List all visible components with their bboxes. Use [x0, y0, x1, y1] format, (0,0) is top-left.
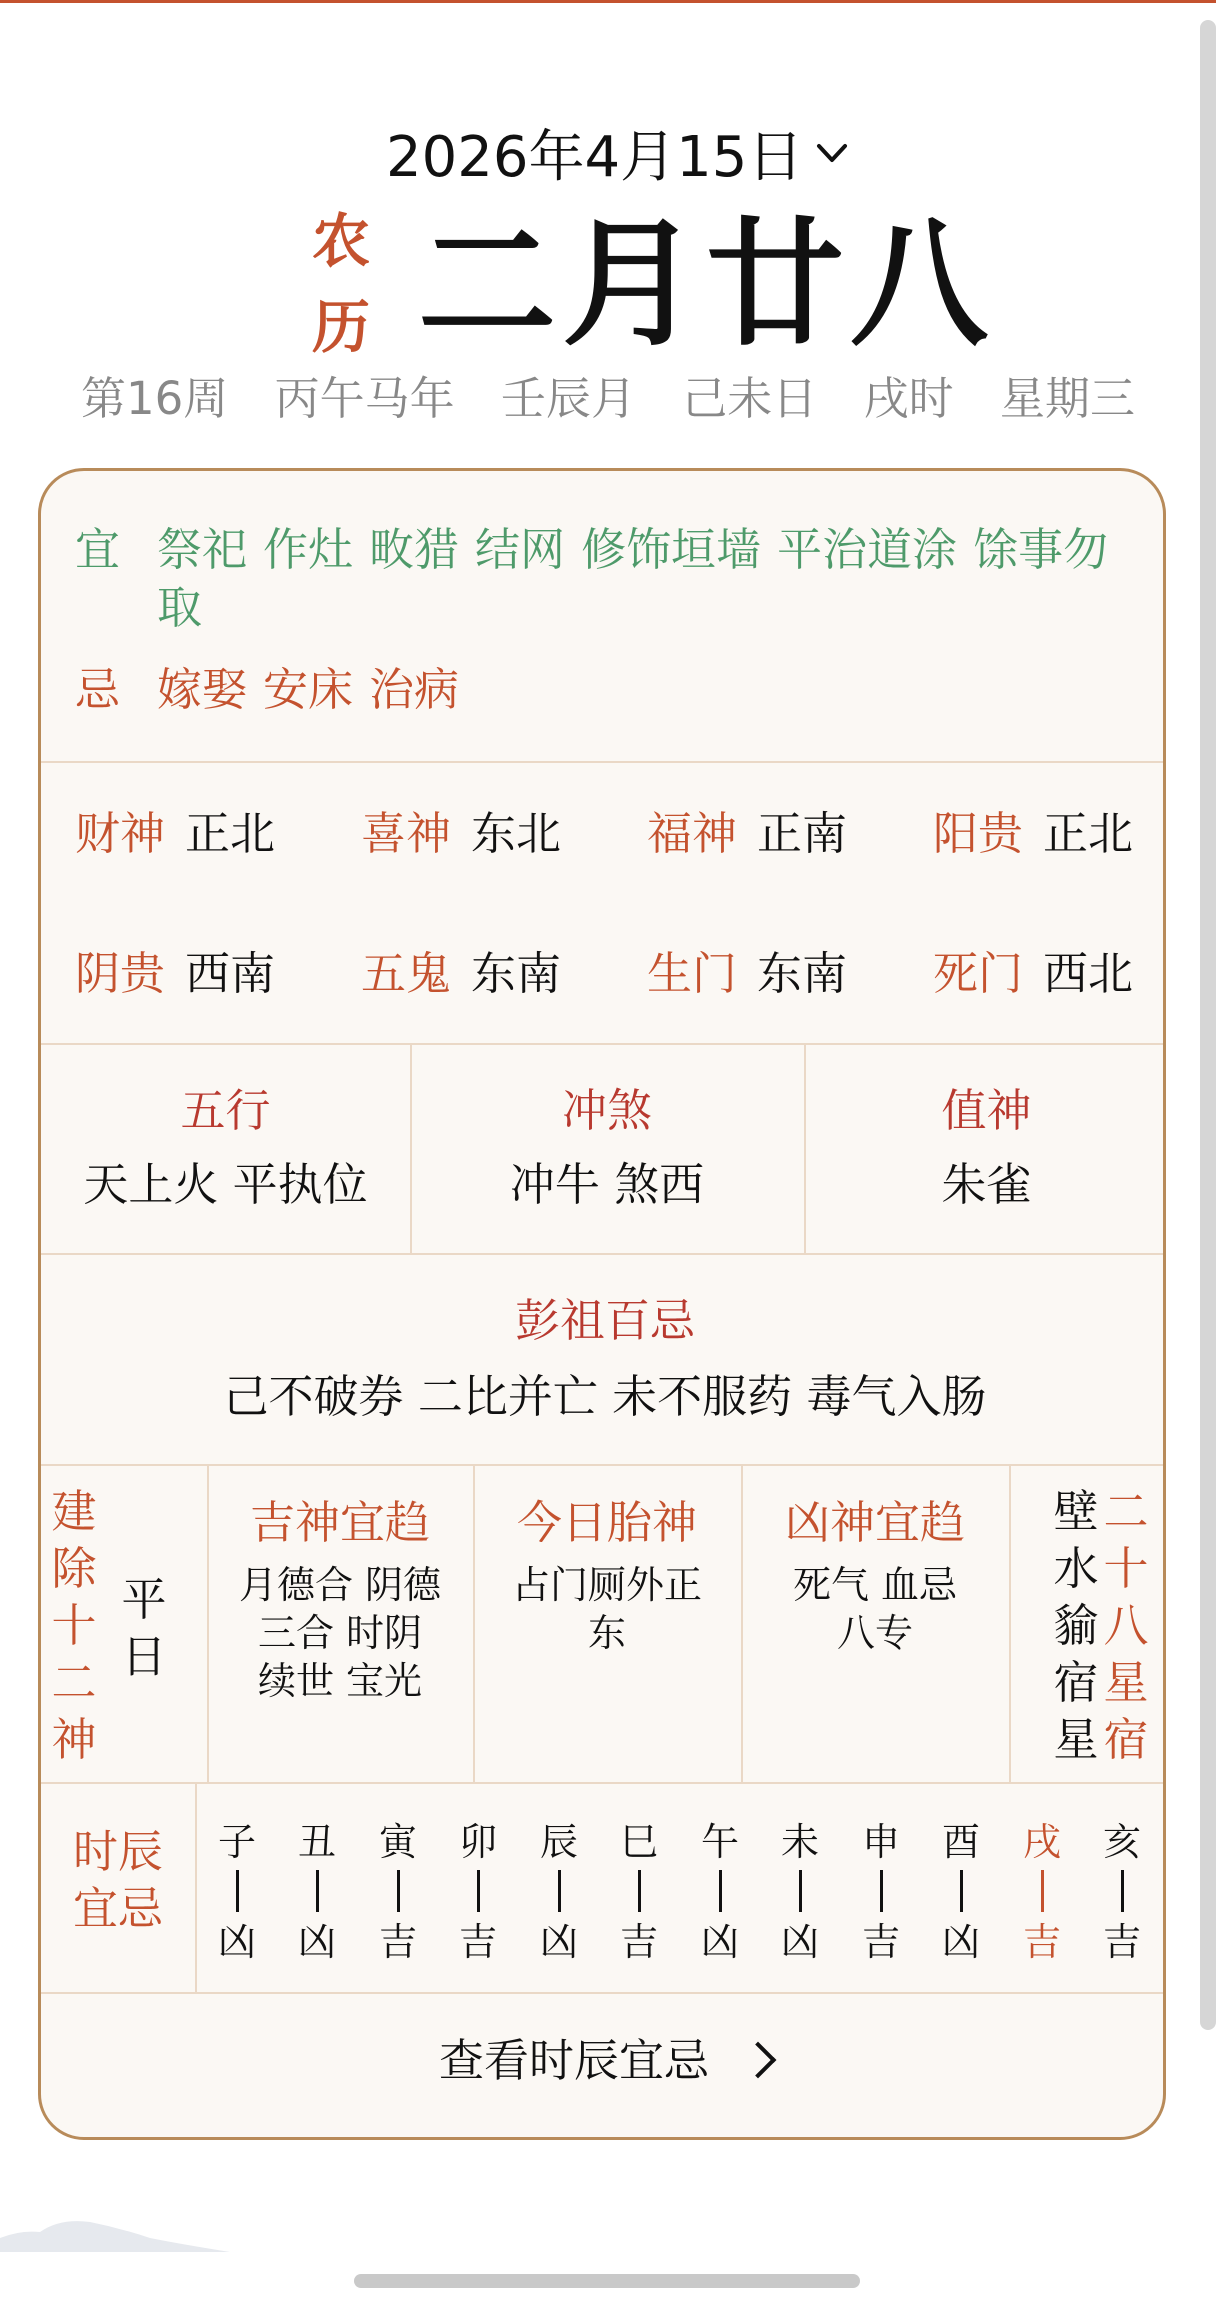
hour-item[interactable]: 午 凶	[700, 1820, 739, 1964]
jishen-value: 月德合 阴德 三合 时阴 续世 宝光	[238, 1563, 442, 1703]
god-item: 财神 正北	[75, 807, 276, 860]
chongsha-title: 冲煞	[561, 1084, 652, 1137]
yi-item: 修饰垣墙	[581, 523, 762, 576]
shichen-label: 时辰 宜忌	[72, 1825, 163, 1935]
top-accent-line	[0, 0, 1216, 3]
date-picker[interactable]	[386, 118, 851, 188]
yi-item: 馀事勿取	[157, 523, 1109, 634]
xiongshen-title: 凶神宜趋	[784, 1496, 965, 1549]
yi-item: 平治道涂	[777, 523, 958, 576]
god-item: 死门 西北	[933, 947, 1134, 1000]
ji-label: 忌	[75, 663, 121, 716]
ganzhi-day: 己未日	[682, 372, 818, 425]
hour-item[interactable]: 子 凶	[217, 1820, 256, 1964]
divider	[41, 761, 1163, 763]
god-item: 阴贵 西南	[75, 947, 276, 1000]
xingxiu-value: 壁 水 貐 宿 星	[1053, 1485, 1099, 1766]
hour-item[interactable]: 未 凶	[780, 1820, 819, 1964]
scrollbar[interactable]	[1200, 20, 1216, 2030]
divider	[41, 1253, 1163, 1255]
week-number: 第16周	[81, 372, 229, 425]
hour-item[interactable]: 寅 吉	[378, 1820, 417, 1964]
divider	[804, 1043, 806, 1253]
yi-label: 宜	[75, 523, 121, 576]
jishen-title: 吉神宜趋	[249, 1496, 430, 1549]
zhishen-title: 值神	[941, 1084, 1032, 1137]
ganzhi-hour: 戌时	[863, 372, 954, 425]
weekday: 星期三	[999, 372, 1135, 425]
taishen-value: 占门厕外正 东	[511, 1563, 702, 1655]
yi-item: 祭祀	[157, 523, 248, 576]
god-item: 五鬼 东南	[361, 947, 562, 1000]
pengzu-value: 己不破券 二比并亡 未不服药 毒气入肠	[223, 1370, 987, 1423]
hour-item[interactable]: 申 吉	[861, 1820, 900, 1964]
hour-item-current[interactable]: 戌 吉	[1022, 1820, 1061, 1964]
divider	[41, 1464, 1163, 1466]
wuxing-title: 五行	[180, 1084, 271, 1137]
ji-item: 嫁娶	[157, 663, 248, 716]
divider	[195, 1782, 197, 1992]
date-text: 2026年4月15日	[386, 125, 804, 190]
ganzhi-month: 壬辰月	[500, 372, 636, 425]
chevron-right-icon	[740, 2042, 777, 2079]
god-item: 阳贵 正北	[933, 807, 1134, 860]
hour-item[interactable]: 卯 吉	[458, 1820, 497, 1964]
divider	[1009, 1464, 1011, 1782]
ji-items	[157, 661, 1157, 719]
yi-item: 结网	[475, 523, 566, 576]
hour-item[interactable]: 亥 吉	[1102, 1820, 1141, 1964]
divider	[41, 1992, 1163, 1994]
lunar-day: 二月廿八	[418, 204, 995, 365]
view-hours-label: 查看时辰宜忌	[438, 2034, 709, 2087]
ji-item: 安床	[263, 663, 354, 716]
zhishen-value: 朱雀	[941, 1158, 1032, 1211]
god-item: 喜神 东北	[361, 807, 562, 860]
jianchu-label: 建 除 十 二 神	[51, 1485, 97, 1766]
lunar-tag-char: 农	[311, 207, 370, 275]
chongsha-value: 冲牛 煞西	[509, 1158, 705, 1211]
god-item: 生门 东南	[647, 947, 848, 1000]
chevron-down-icon	[813, 134, 851, 172]
taishen-title: 今日胎神	[516, 1496, 697, 1549]
divider	[41, 1043, 1163, 1045]
lunar-tag	[306, 198, 376, 370]
divider	[410, 1043, 412, 1253]
hour-item[interactable]: 丑 凶	[297, 1820, 336, 1964]
yi-item: 作灶	[263, 523, 354, 576]
yi-items	[157, 521, 1157, 637]
home-indicator[interactable]	[354, 2274, 860, 2288]
hour-item[interactable]: 酉 凶	[941, 1820, 980, 1964]
date-info-row	[0, 362, 1216, 427]
jianchu-value: 平 日	[121, 1573, 167, 1683]
xingxiu-label: 二 十 八 星 宿	[1103, 1485, 1149, 1766]
mountain-decoration	[0, 2208, 230, 2252]
ji-item: 治病	[369, 663, 460, 716]
divider	[41, 1782, 1163, 1784]
yi-item: 畋猎	[369, 523, 460, 576]
wuxing-value: 天上火 平执位	[83, 1158, 368, 1211]
god-item: 福神 正南	[647, 807, 848, 860]
xiongshen-value: 死气 血忌 八专	[792, 1563, 958, 1655]
lunar-tag-char: 历	[311, 293, 370, 361]
ganzhi-year: 丙午马年	[274, 372, 455, 425]
pengzu-title: 彭祖百忌	[514, 1294, 695, 1347]
view-hours-button[interactable]	[41, 2031, 1166, 2091]
hour-item[interactable]: 巳 吉	[619, 1820, 658, 1964]
hour-item[interactable]: 辰 凶	[539, 1820, 578, 1964]
almanac-card	[38, 468, 1166, 2140]
